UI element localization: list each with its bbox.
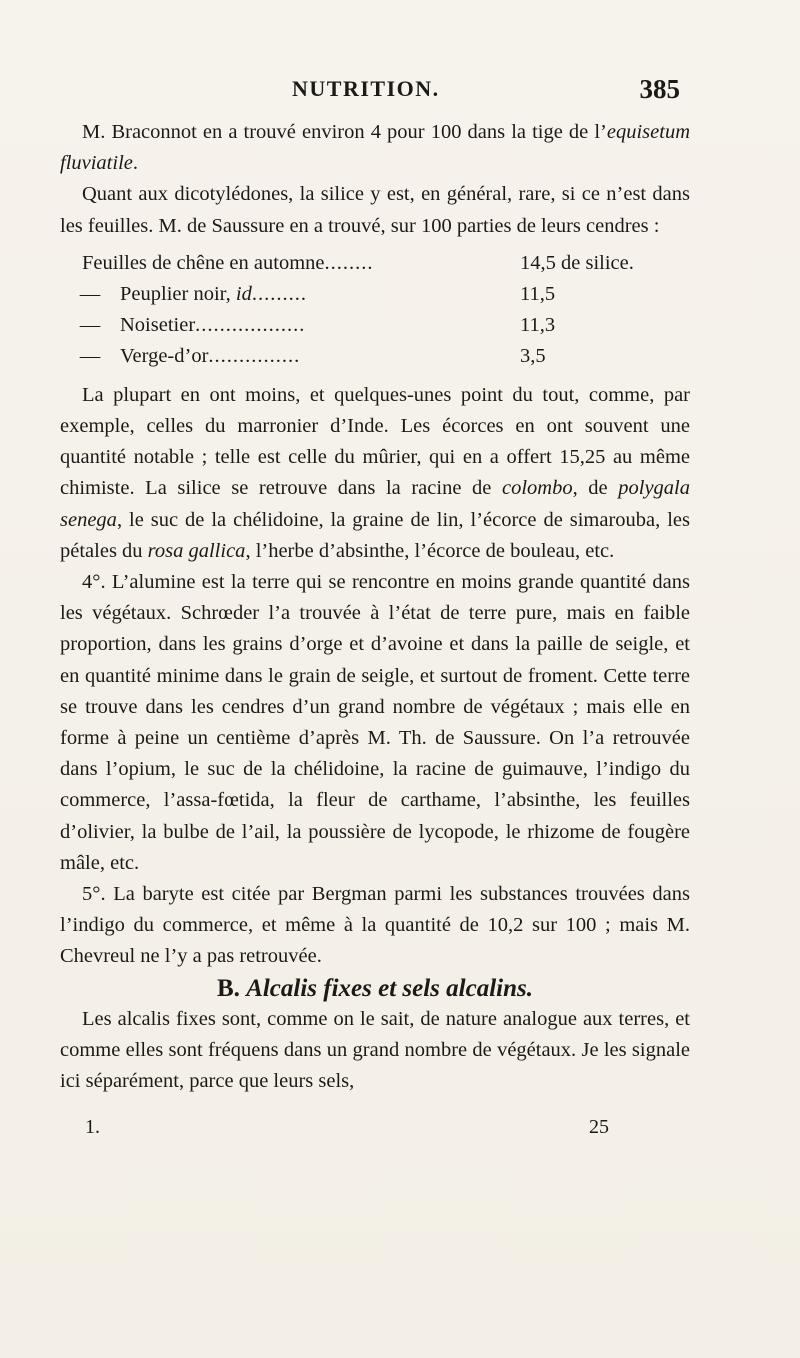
row-label: Noisetier	[120, 313, 196, 336]
paragraph: 5°. La baryte est citée par Bergman parmi les substances trouvées dans l’indigo du commerce, et même à la quantité de 10,2 sur 100 ; mais M. Chevreul ne l’y a pas retrouvée.	[60, 883, 690, 968]
sheet-number: 25	[589, 1116, 609, 1138]
running-title: NUTRITION.	[292, 76, 440, 101]
text-run: La plupart en ont moins, et quelques-unes point du tout, comme, par exemple, celles du marronier d’Inde. Les écorces en ont souvent une quantité notable ; telle est celle du mûrier, qui en a offert 15,25 au même chimiste. La silice se retrouve dans la racine de	[60, 383, 690, 500]
row-leader-dots: ..................	[195, 313, 306, 336]
row-leader-dots: ...............	[208, 344, 301, 367]
page-number: 385	[639, 74, 680, 104]
body-text	[60, 117, 690, 1097]
text-run: M. Braconnot en a trouvé environ 4 pour 100 dans la tige de l’	[82, 121, 607, 143]
italic-term: colombo	[501, 477, 573, 500]
row-leader-dots: .........	[251, 282, 307, 305]
text-run: , l’herbe d’absinthe, l’écorce de bouleau, etc.	[245, 539, 615, 562]
row-label	[120, 279, 252, 310]
row-label-italic: id	[235, 282, 252, 305]
section-letter: B.	[217, 974, 240, 1002]
paragraph: 4°. L’alumine est la terre qui se rencontre en moins grande quantité dans les végétaux. Schrœder l’a trouvée à l’état de terre pure, mais en faible proportion, dans les grains d’orge et d’avoine et dans la paille de seigle, et en quantité minime dans le grain de seigle, et surtout de froment. Cette terre se trouve dans les cendres d’un grand nombre de végétaux ; mais elle en forme à peine un centième d’après M. Th. de Saussure. On l’a retrouvée dans l’opium, le suc de la chélidoine, la racine de guimauve, l’indigo du commerce, l’assa-fœtida, la fleur de carthame, l’absinthe, les feuilles d’olivier, la bulbe de l’ail, la poussière de lycopode, le rhizome de fougère mâle, etc.	[60, 571, 690, 874]
table-row	[60, 279, 690, 310]
text-run: , le suc de la chélidoine, la graine de lin, l’écorce de simarouba, les pétales du	[60, 508, 690, 562]
text-run: .	[132, 152, 138, 175]
row-label-text: Peuplier noir,	[120, 282, 236, 305]
section-heading	[60, 973, 690, 1004]
section-title: Alcalis fixes et sels alcalins.	[246, 974, 533, 1002]
table-row	[60, 310, 690, 341]
row-value: 11,3	[520, 313, 556, 336]
row-leader-dots: ........	[324, 251, 374, 274]
paragraph: Les alcalis fixes sont, comme on le sait, de nature analogue aux terres, et comme elles sont fréquens dans un grand nombre de végétaux. Je les signale ici séparément, parce que leurs sels,	[60, 1007, 690, 1093]
row-label: Feuilles de chêne en automne	[82, 251, 325, 274]
italic-term: polygala senega	[60, 477, 690, 531]
paragraph	[60, 117, 690, 179]
row-value: 3,5	[520, 344, 546, 367]
row-label: Verge-d’or	[120, 344, 209, 367]
italic-term: equisetum fluviatile	[60, 121, 690, 175]
row-value: 11,5	[520, 282, 556, 305]
page-footer	[0, 1116, 800, 1146]
row-dash: —	[79, 282, 101, 305]
table-row	[60, 248, 690, 279]
table-row	[60, 341, 690, 372]
paragraph	[60, 380, 690, 567]
running-head	[0, 76, 800, 106]
row-dash: —	[79, 344, 101, 367]
italic-term: rosa gallica	[147, 539, 246, 562]
paragraph: Quant aux dicotylédones, la silice y est, en général, rare, si ce n’est dans les feuilles. M. de Saussure en a trouvé, sur 100 parties de leurs cendres :	[60, 183, 690, 237]
row-dash: —	[79, 313, 101, 336]
silica-table	[60, 248, 690, 372]
signature-mark: 1.	[85, 1116, 100, 1138]
text-run: , de	[572, 477, 619, 500]
row-value: 14,5 de silice.	[520, 251, 634, 274]
